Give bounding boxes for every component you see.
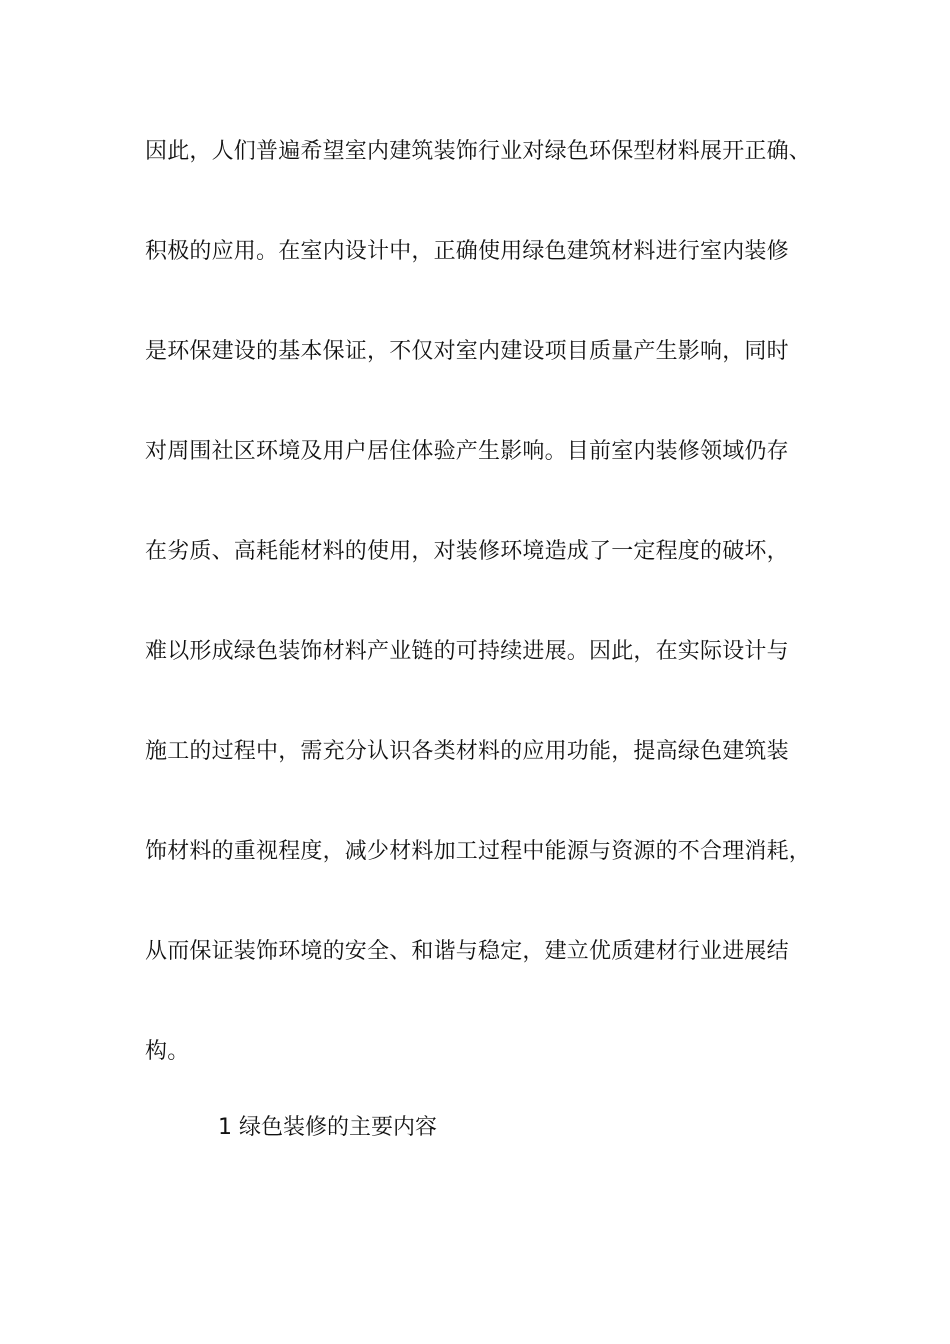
paragraph-line-4: 对周围社区环境及用户居住体验产生影响。目前室内装修领域仍存	[145, 439, 789, 464]
paragraph-line-9: 从而保证装饰环境的安全、和谐与稳定，建立优质建材行业进展结	[145, 939, 789, 964]
paragraph-line-5: 在劣质、高耗能材料的使用，对装修环境造成了一定程度的破坏，	[145, 539, 789, 564]
paragraph-line-1: 因此，人们普遍希望室内建筑装饰行业对绿色环保型材料展开正确、	[145, 139, 812, 164]
paragraph-line-6: 难以形成绿色装饰材料产业链的可持续进展。因此，在实际设计与	[145, 639, 789, 664]
paragraph-line-3: 是环保建设的基本保证，不仅对室内建设项目质量产生影响，同时	[145, 339, 789, 364]
paragraph-line-10: 构。	[145, 1039, 190, 1064]
paragraph-line-2: 积极的应用。在室内设计中，正确使用绿色建筑材料进行室内装修	[145, 239, 789, 264]
paragraph-line-7: 施工的过程中，需充分认识各类材料的应用功能，提高绿色建筑装	[145, 739, 789, 764]
paragraph-line-8: 饰材料的重视程度，减少材料加工过程中能源与资源的不合理消耗，	[145, 839, 812, 864]
section-heading: 1 绿色装修的主要内容	[218, 1115, 437, 1140]
